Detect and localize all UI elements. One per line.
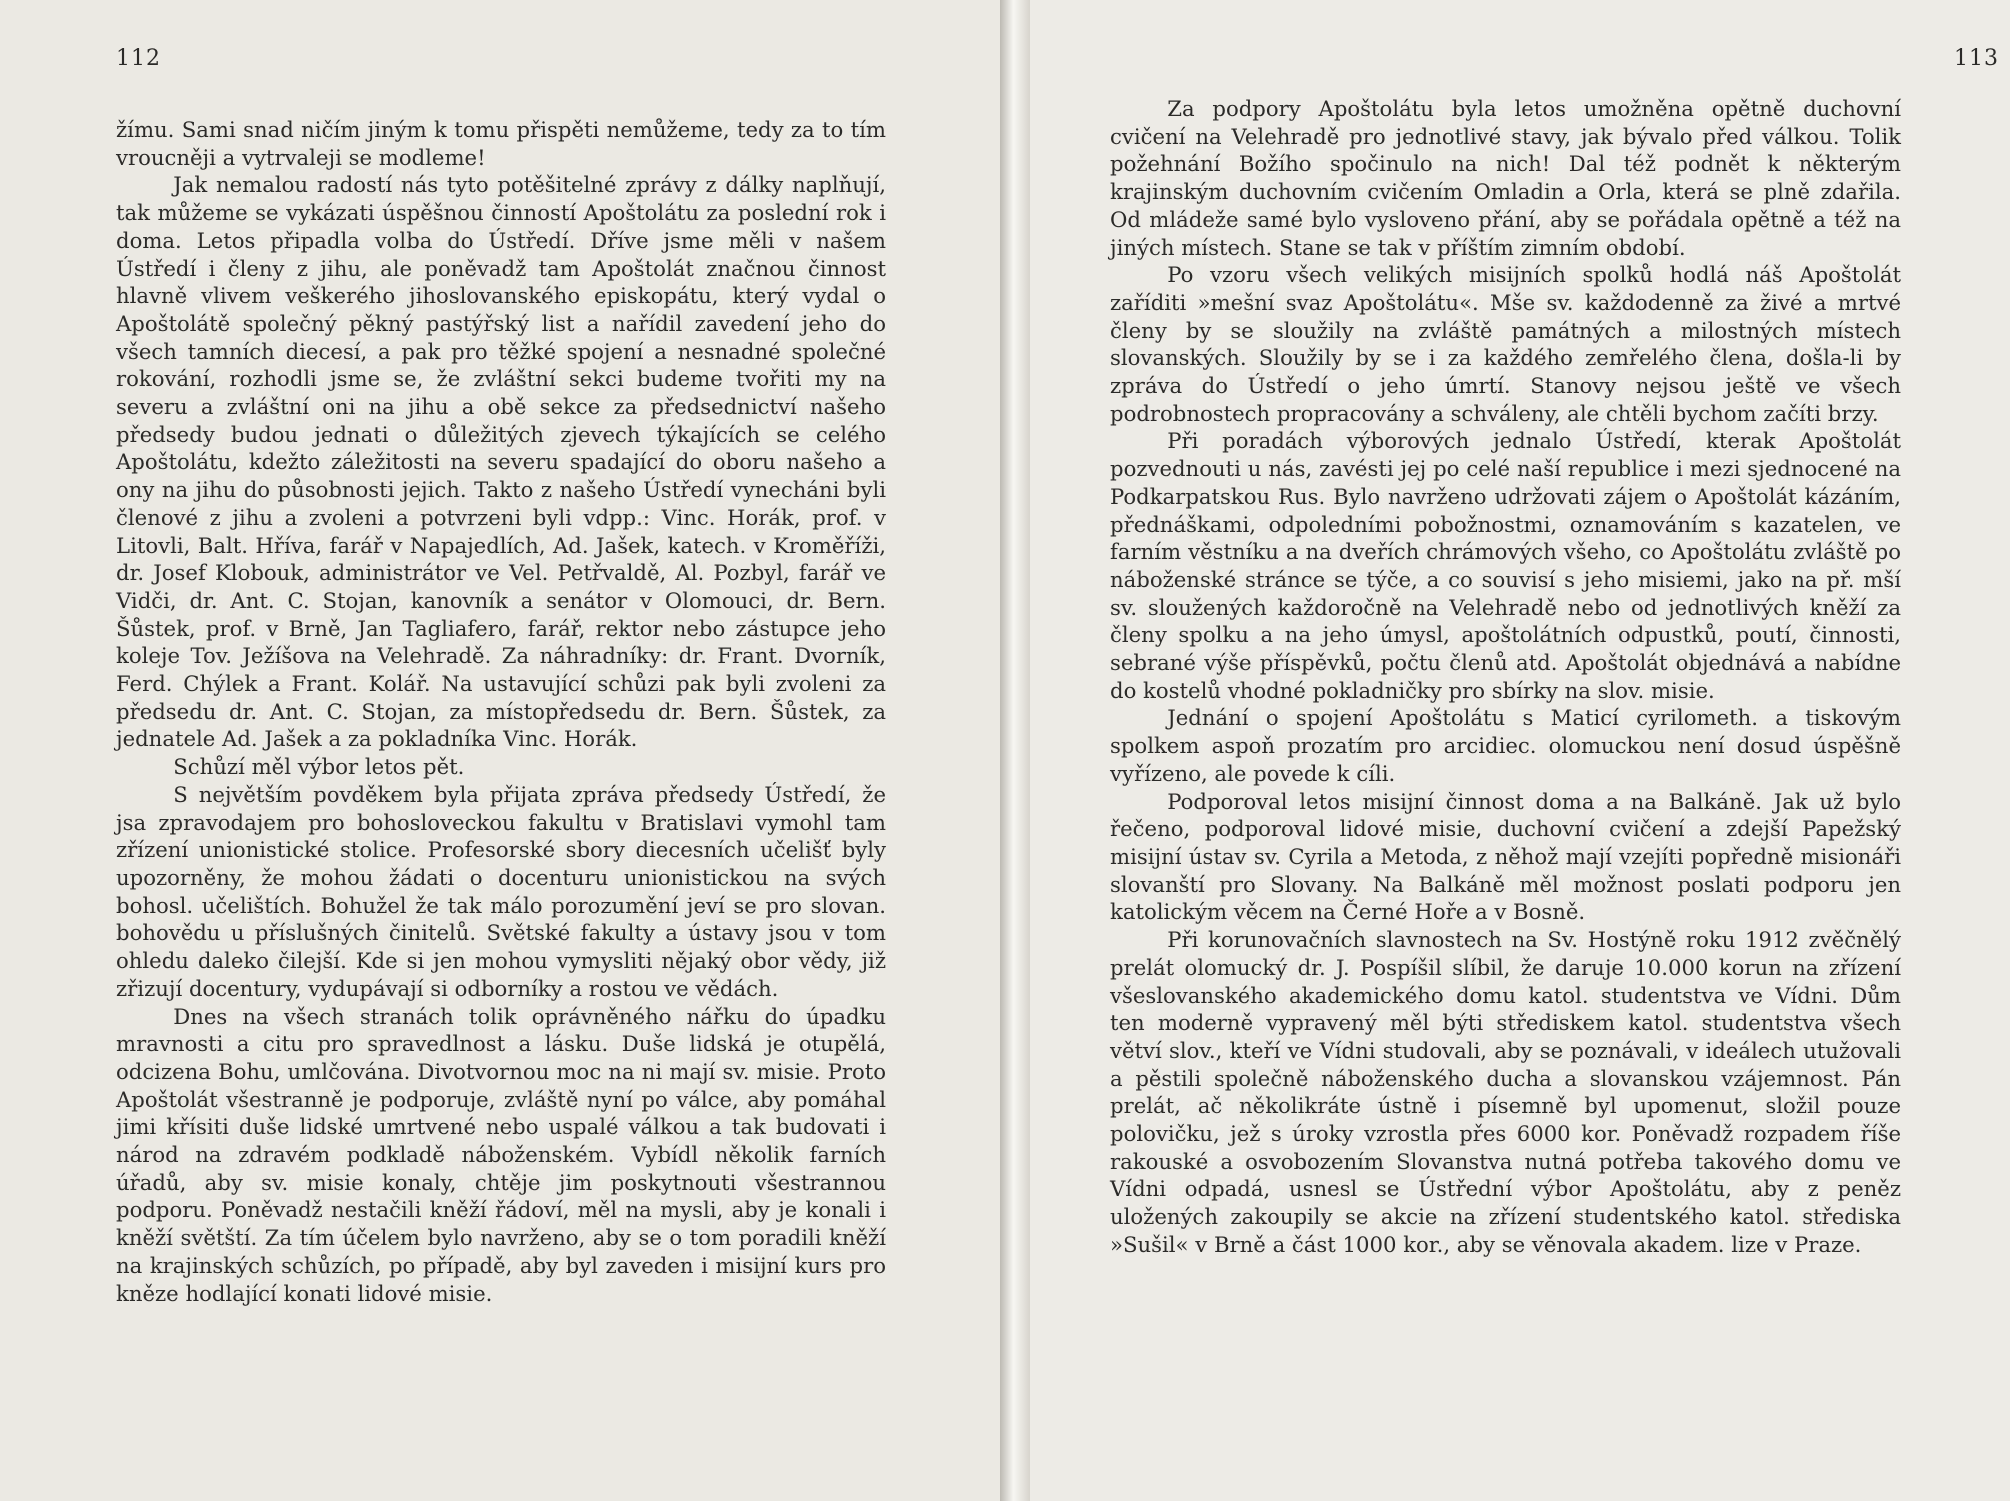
left-page [0,0,1000,1501]
left-page-text [116,116,886,1307]
right-page [1030,0,2010,1501]
paragraph: Podporoval letos misijní činnost doma a na Balkáně. Jak už bylo řečeno, podporoval lidové misie, duchovní cvičení a zdejší Papežský misijní ústav sv. Cyrila a Metoda, z něhož mají vzejíti popředně misionáři slovanští pro Slovany. Na Balkáně měl možnost poslati podporu jen katolickým věcem na Černé Hoře a v Bosně. [1110,788,1901,925]
page-number-left: 112 [116,46,161,71]
paragraph: Při korunovačních slavnostech na Sv. Hostýně roku 1912 zvěčnělý prelát olomucký dr. J. Pospíšil slíbil, že daruje 10.000 korun na zřízení všeslovanského akademického domu katol. studentstva ve Vídni. Dům ten moderně vypravený měl býti střediskem katol. studentstva všech větví slov., kteří ve Vídni studovali, aby se poznávali, v ideálech utužovali a pěstili společně náboženského ducha a slovanskou vzájemnost. Pán prelát, ač několikráte ústně i písemně byl upomenut, složil pouze polovičku, jež s úroky vzrostla přes 6000 kor. Poněvadž rozpadem říše rakouské a osvobozením Slovanstva nutná potřeba takového domu ve Vídni odpadá, usnesl se Ústřední výbor Apoštolátu, aby z peněz uložených zakoupily se akcie na zřízení studentského katol. střediska »Sušil« v Brně a část 1000 kor., aby se věnovala akadem. lize v Praze. [1110,927,1901,1257]
paragraph: Za podpory Apoštolátu byla letos umožněna opětně duchovní cvičení na Velehradě pro jednotlivé stavy, jak bývalo před válkou. Tolik požehnání Božího spočinulo na nich! Dal též podnět k některým krajinským duchovním cvičením Omladin a Orla, která se plně zdařila. Od mládeže samé bylo vysloveno přání, aby se pořádala opětně a též na jiných místech. Stane se tak v příštím zimním období. [1110,96,1901,260]
paragraph: Dnes na všech stranách tolik oprávněného nářku do úpadku mravnosti a citu pro spravedlnost a lásku. Duše lidská je otupělá, odcizena Bohu, umlčována. Divotvornou moc na ni mají sv. misie. Proto Apoštolát všestranně je podporuje, zvláště nyní po válce, aby pomáhal jimi křísiti duše lidské umrtvené nebo uspalé válkou a tak budovati i národ na zdravém podkladě náboženském. Vybídl několik farních úřadů, aby sv. misie konaly, chtěje jim poskytnouti všestrannou podporu. Poněvadž nestačili kněží řádoví, měl na mysli, aby je konali i kněží světští. Za tím účelem bylo navrženo, aby se o tom poradili kněží na krajinských schůzích, po případě, aby byl zaveden i misijní kurs pro kněze hodlající konati lidové misie. [116,1003,886,1306]
paragraph: žímu. Sami snad ničím jiným k tomu přispěti nemůžeme, tedy za to tím vroucněji a vytrvaleji se modleme! [116,117,886,170]
paragraph: Schůzí měl výbor letos pět. [173,754,465,780]
book-gutter [1000,0,1030,1501]
right-page-text [1110,95,1901,1259]
paragraph: S největším povděkem byla přijata zpráva předsedy Ústředí, že jsa zpravodajem pro bohosloveckou fakultu v Bratislavi vymohl tam zřízení unionistické stolice. Profesorské sbory diecesních učelišť byly upozorněny, že mohou žádati o docenturu unionistickou na svých bohosl. učelištích. Bohužel že tak málo porozumění jeví se pro slovan. bohovědu u příslušných činitelů. Světské fakulty a ústavy jsou v tom ohledu daleko čilejší. Kde si jen mohou vymysliti nějaký obor vědy, již zřizují docentury, vydupávají si odborníky a rostou ve vědách. [116,781,886,1001]
paragraph: Po vzoru všech velikých misijních spolků hodlá náš Apoštolát zaříditi »mešní svaz Apoštolátu«. Mše sv. každodenně za živé a mrtvé členy by se sloužily na zvláště památných a milostných místech slovanských. Sloužily by se i za každého zemřelého člena, došla-li by zpráva do Ústředí o jeho úmrtí. Stanovy nejsou ještě ve všech podrobnostech propracovány a schváleny, ale chtěli bychom začíti brzy. [1110,262,1901,426]
paragraph: Jednání o spojení Apoštolátu s Maticí cyrilometh. a tiskovým spolkem aspoň prozatím pro arcidiec. olomuckou není dosud úspěšně vyřízeno, ale povede k cíli. [1110,705,1901,786]
paragraph: Jak nemalou radostí nás tyto potěšitelné zprávy z dálky naplňují, tak můžeme se vykázati úspěšnou činností Apoštolátu za poslední rok i doma. Letos připadla volba do Ústředí. Dříve jsme měli v našem Ústředí i členy z jihu, ale poněvadž tam Apoštolát značnou činnost hlavně vlivem veškerého jihoslovanského episkopátu, který vydal o Apoštolátě společný pěkný pastýřský list a nařídil zavedení jeho do všech tamních diecesí, a pak pro těžké spojení a nesnadné společné rokování, rozhodli jsme se, že zvláštní sekci budeme tvořiti my na severu a zvláštní oni na jihu a obě sekce za předsednictví našeho předsedy budou jednati o důležitých zjevech týkajících se celého Apoštolátu, kdežto záležitosti na severu spadající do oboru našeho a ony na jihu do působnosti jejich. Takto z našeho Ústředí vynecháni byli členové z jihu a zvoleni a potvrzeni byli vdpp.: Vinc. Horák, prof. v Litovli, Balt. Hříva, farář v Napajedlích, Ad. Jašek, katech. v Kroměříži, dr. Josef Klobouk, administrátor ve Vel. Petřvaldě, Al. Pozbyl, farář ve Vidči, dr. Ant. C. Stojan, kanovník a senátor v Olomouci, dr. Bern. Šůstek, prof. v Brně, Jan Tagliafero, farář, rektor nebo zástupce jeho koleje Tov. Ježíšova na Velehradě. Za náhradníky: dr. Frant. Dvorník, Ferd. Chýlek a Frant. Kolář. Na ustavující schůzi pak byli zvoleni za předsedu dr. Ant. C. Stojan, za místopředsedu dr. Bern. Šůstek, za jednatele Ad. Jašek a za pokladníka Vinc. Horák. [116,172,886,752]
paragraph: Při poradách výborových jednalo Ústředí, kterak Apoštolát pozvednouti u nás, zavésti jej po celé naší republice i mezi sjednocené na Podkarpatskou Rus. Bylo navrženo udržovati zájem o Apoštolát kázáním, přednáškami, odpoledními pobožnostmi, oznamováním s kazatelen, ve farním věstníku a na dveřích chrámových všeho, co Apoštolátu zvláště po náboženské stránce se týče, a co souvisí s jeho misiemi, jako na př. mší sv. sloužených každoročně na Velehradě nebo od jednotlivých kněží za členy spolku a na jeho úmysl, apoštolátních odpustků, poutí, činnosti, sebrané výše příspěvků, počtu členů atd. Apoštolát objednává a nabídne do kostelů vhodné pokladničky pro sbírky na slov. misie. [1110,428,1901,703]
page-number-right: 113 [1954,46,1999,71]
